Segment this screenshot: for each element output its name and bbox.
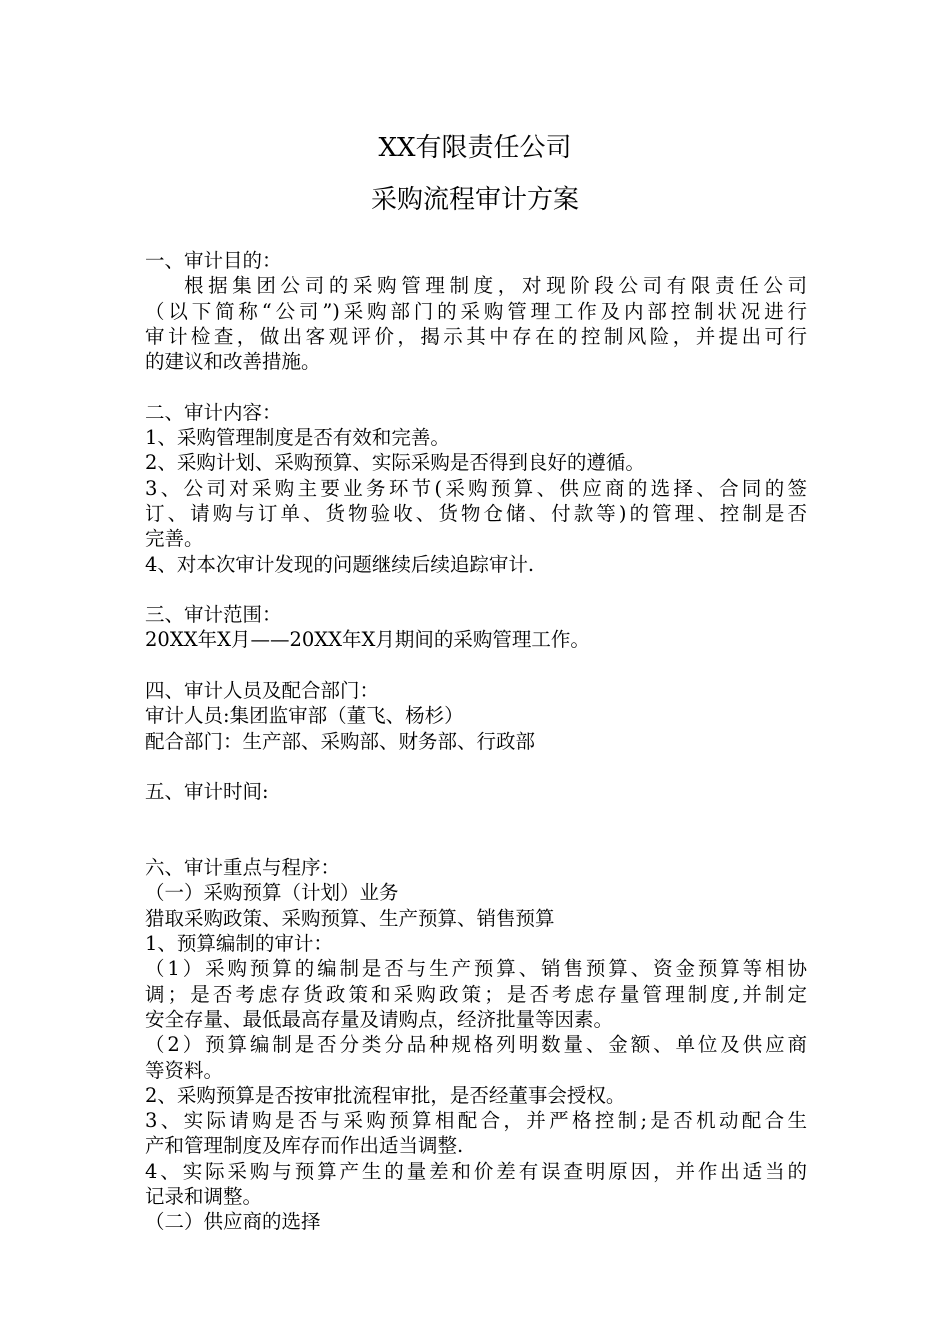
purpose-paragraph-line: 的建议和改善措施。: [145, 350, 321, 374]
procedure-item-line: 3、实际请购是否与采购预算相配合，并严格控制;是否机动配合生: [145, 1109, 807, 1133]
procedure-item-line: 安全存量、最低最高存量及请购点，经济批量等因素。: [145, 1007, 614, 1031]
content-item-line: 订、请购与订单、货物验收、货物仓储、付款等)的管理、控制是否: [145, 501, 807, 525]
purpose-paragraph-line: 审计检查，做出客观评价，揭示其中存在的控制风险，并提出可行: [145, 324, 807, 348]
section-heading-content: 二、审计内容：: [145, 400, 282, 424]
document-body: [145, 248, 807, 1235]
spacer: [145, 577, 807, 602]
procedure-item-line: （1）采购预算的编制是否与生产预算、销售预算、资金预算等相协: [145, 957, 807, 981]
content-item-line: 3、公司对采购主要业务环节(采购预算、供应商的选择、合同的签: [145, 476, 807, 500]
procedure-item: 2、采购预算是否按审批流程审批，是否经董事会授权。: [145, 1083, 626, 1107]
content-item: 4、对本次审计发现的问题继续后续追踪审计.: [145, 552, 535, 576]
departments-text: 配合部门：生产部、采购部、财务部、行政部: [145, 729, 536, 753]
purpose-paragraph-line: 根据集团公司的采购管理制度，对现阶段公司有限责任公司: [184, 274, 807, 298]
procedure-item-line: 等资料。: [145, 1058, 224, 1082]
procedure-item-line: 记录和调整。: [145, 1184, 263, 1208]
spacer: [145, 653, 807, 678]
content-item-line: 完善。: [145, 527, 204, 551]
section-heading-time: 五、审计时间:: [145, 780, 269, 804]
procedure-item: 1、预算编制的审计：: [145, 932, 333, 956]
subsection-heading: （一）采购预算（计划）业务: [145, 881, 399, 905]
document-title: XX有限责任公司: [378, 133, 572, 163]
content-item: 1、采购管理制度是否有效和完善。: [145, 426, 450, 450]
spacer: [145, 830, 807, 855]
spacer: [145, 754, 807, 779]
subsection-text: 猎取采购政策、采购预算、生产预算、销售预算: [145, 906, 555, 930]
procedure-item-line: 产和管理制度及库存而作出适当调整.: [145, 1134, 464, 1158]
document-subtitle: 采购流程审计方案: [370, 185, 579, 215]
section-heading-purpose: 一、审计目的：: [145, 249, 282, 272]
procedure-item-line: 4、实际采购与预算产生的量差和价差有误查明原因，并作出适当的: [145, 1159, 807, 1183]
spacer: [145, 374, 807, 399]
section-heading-personnel: 四、审计人员及配合部门：: [145, 679, 380, 703]
procedure-item-line: （2）预算编制是否分类分品种规格列明数量、金额、单位及供应商: [145, 1033, 807, 1057]
purpose-paragraph-line: （以下简称“公司”)采购部门的采购管理工作及内部控制状况进行: [145, 299, 807, 323]
subsection-heading: （二）供应商的选择: [145, 1210, 321, 1234]
scope-text: 20XX年X月——20XX年X月期间的采购管理工作。: [145, 628, 590, 652]
content-item: 2、采购计划、采购预算、实际采购是否得到良好的遵循。: [145, 451, 645, 475]
procedure-item-line: 调；是否考虑存货政策和采购政策；是否考虑存量管理制度,并制定: [145, 982, 807, 1006]
section-heading-focus: 六、审计重点与程序：: [145, 856, 341, 880]
auditors-text: 审计人员:集团监审部（董飞、杨杉）: [145, 704, 464, 728]
spacer: [145, 805, 807, 830]
section-heading-scope: 三、审计范围：: [145, 603, 282, 627]
